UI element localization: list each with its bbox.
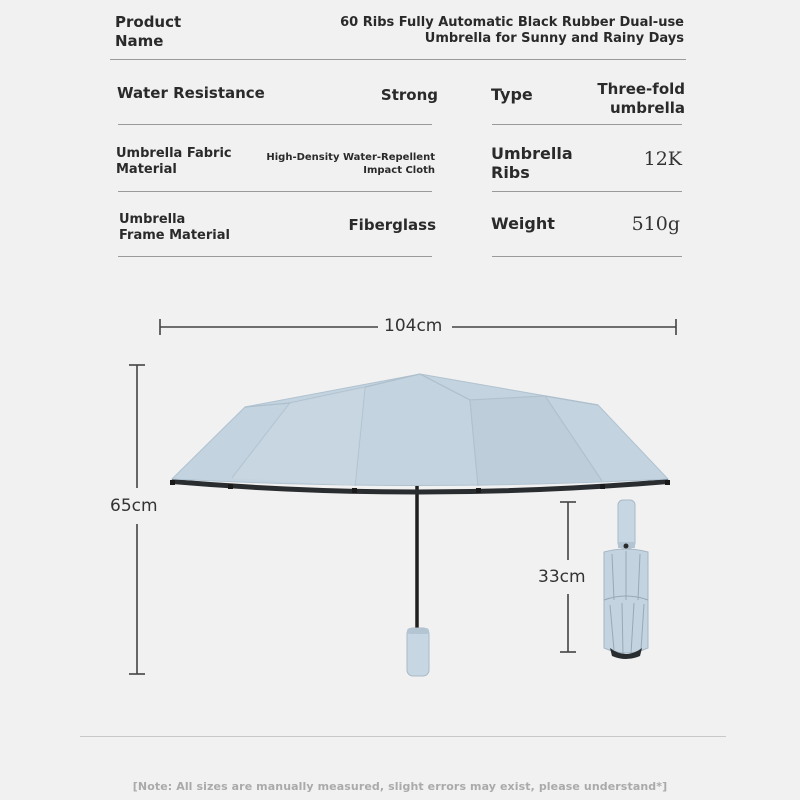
bottom-divider: [80, 736, 726, 737]
fabric-value-line2: Impact Cloth: [363, 165, 435, 176]
measurement-note: [Note: All sizes are manually measured, slight errors may exist, please understand*]: [132, 780, 668, 793]
fabric-label-line1: Umbrella Fabric: [116, 146, 232, 161]
product-name-label-line1: Product: [115, 13, 182, 31]
frame-label-line2: Frame Material: [119, 228, 230, 243]
ribs-value: 12K: [643, 148, 682, 170]
ribs-label-line1: Umbrella: [491, 144, 573, 163]
water-resistance-value: Strong: [380, 86, 438, 104]
product-name-value-line1: 60 Ribs Fully Automatic Black Rubber Dual-use: [340, 15, 684, 30]
fabric-value-line1: High-Density Water-Repellent: [266, 152, 435, 163]
weight-label: Weight: [491, 214, 555, 233]
product-name-value-line2: Umbrella for Sunny and Rainy Days: [424, 31, 684, 46]
folded-height-dimension-label: 33cm: [538, 567, 586, 587]
water-resistance-label: Water Resistance: [117, 84, 265, 102]
fabric-label-line2: Material: [116, 162, 177, 177]
frame-label-line1: Umbrella: [119, 212, 186, 227]
ribs-label-line2: Ribs: [491, 163, 530, 182]
type-value-line1: Three-fold: [597, 80, 685, 98]
folded-umbrella-handle: [618, 500, 635, 548]
weight-value: 510g: [631, 213, 680, 235]
open-height-dimension-label: 65cm: [110, 496, 158, 516]
frame-value: Fiberglass: [348, 216, 436, 234]
type-value-line2: umbrella: [609, 99, 685, 117]
type-label: Type: [491, 85, 533, 104]
product-name-label-line2: Name: [115, 32, 164, 50]
width-dimension-label: 104cm: [384, 316, 443, 336]
